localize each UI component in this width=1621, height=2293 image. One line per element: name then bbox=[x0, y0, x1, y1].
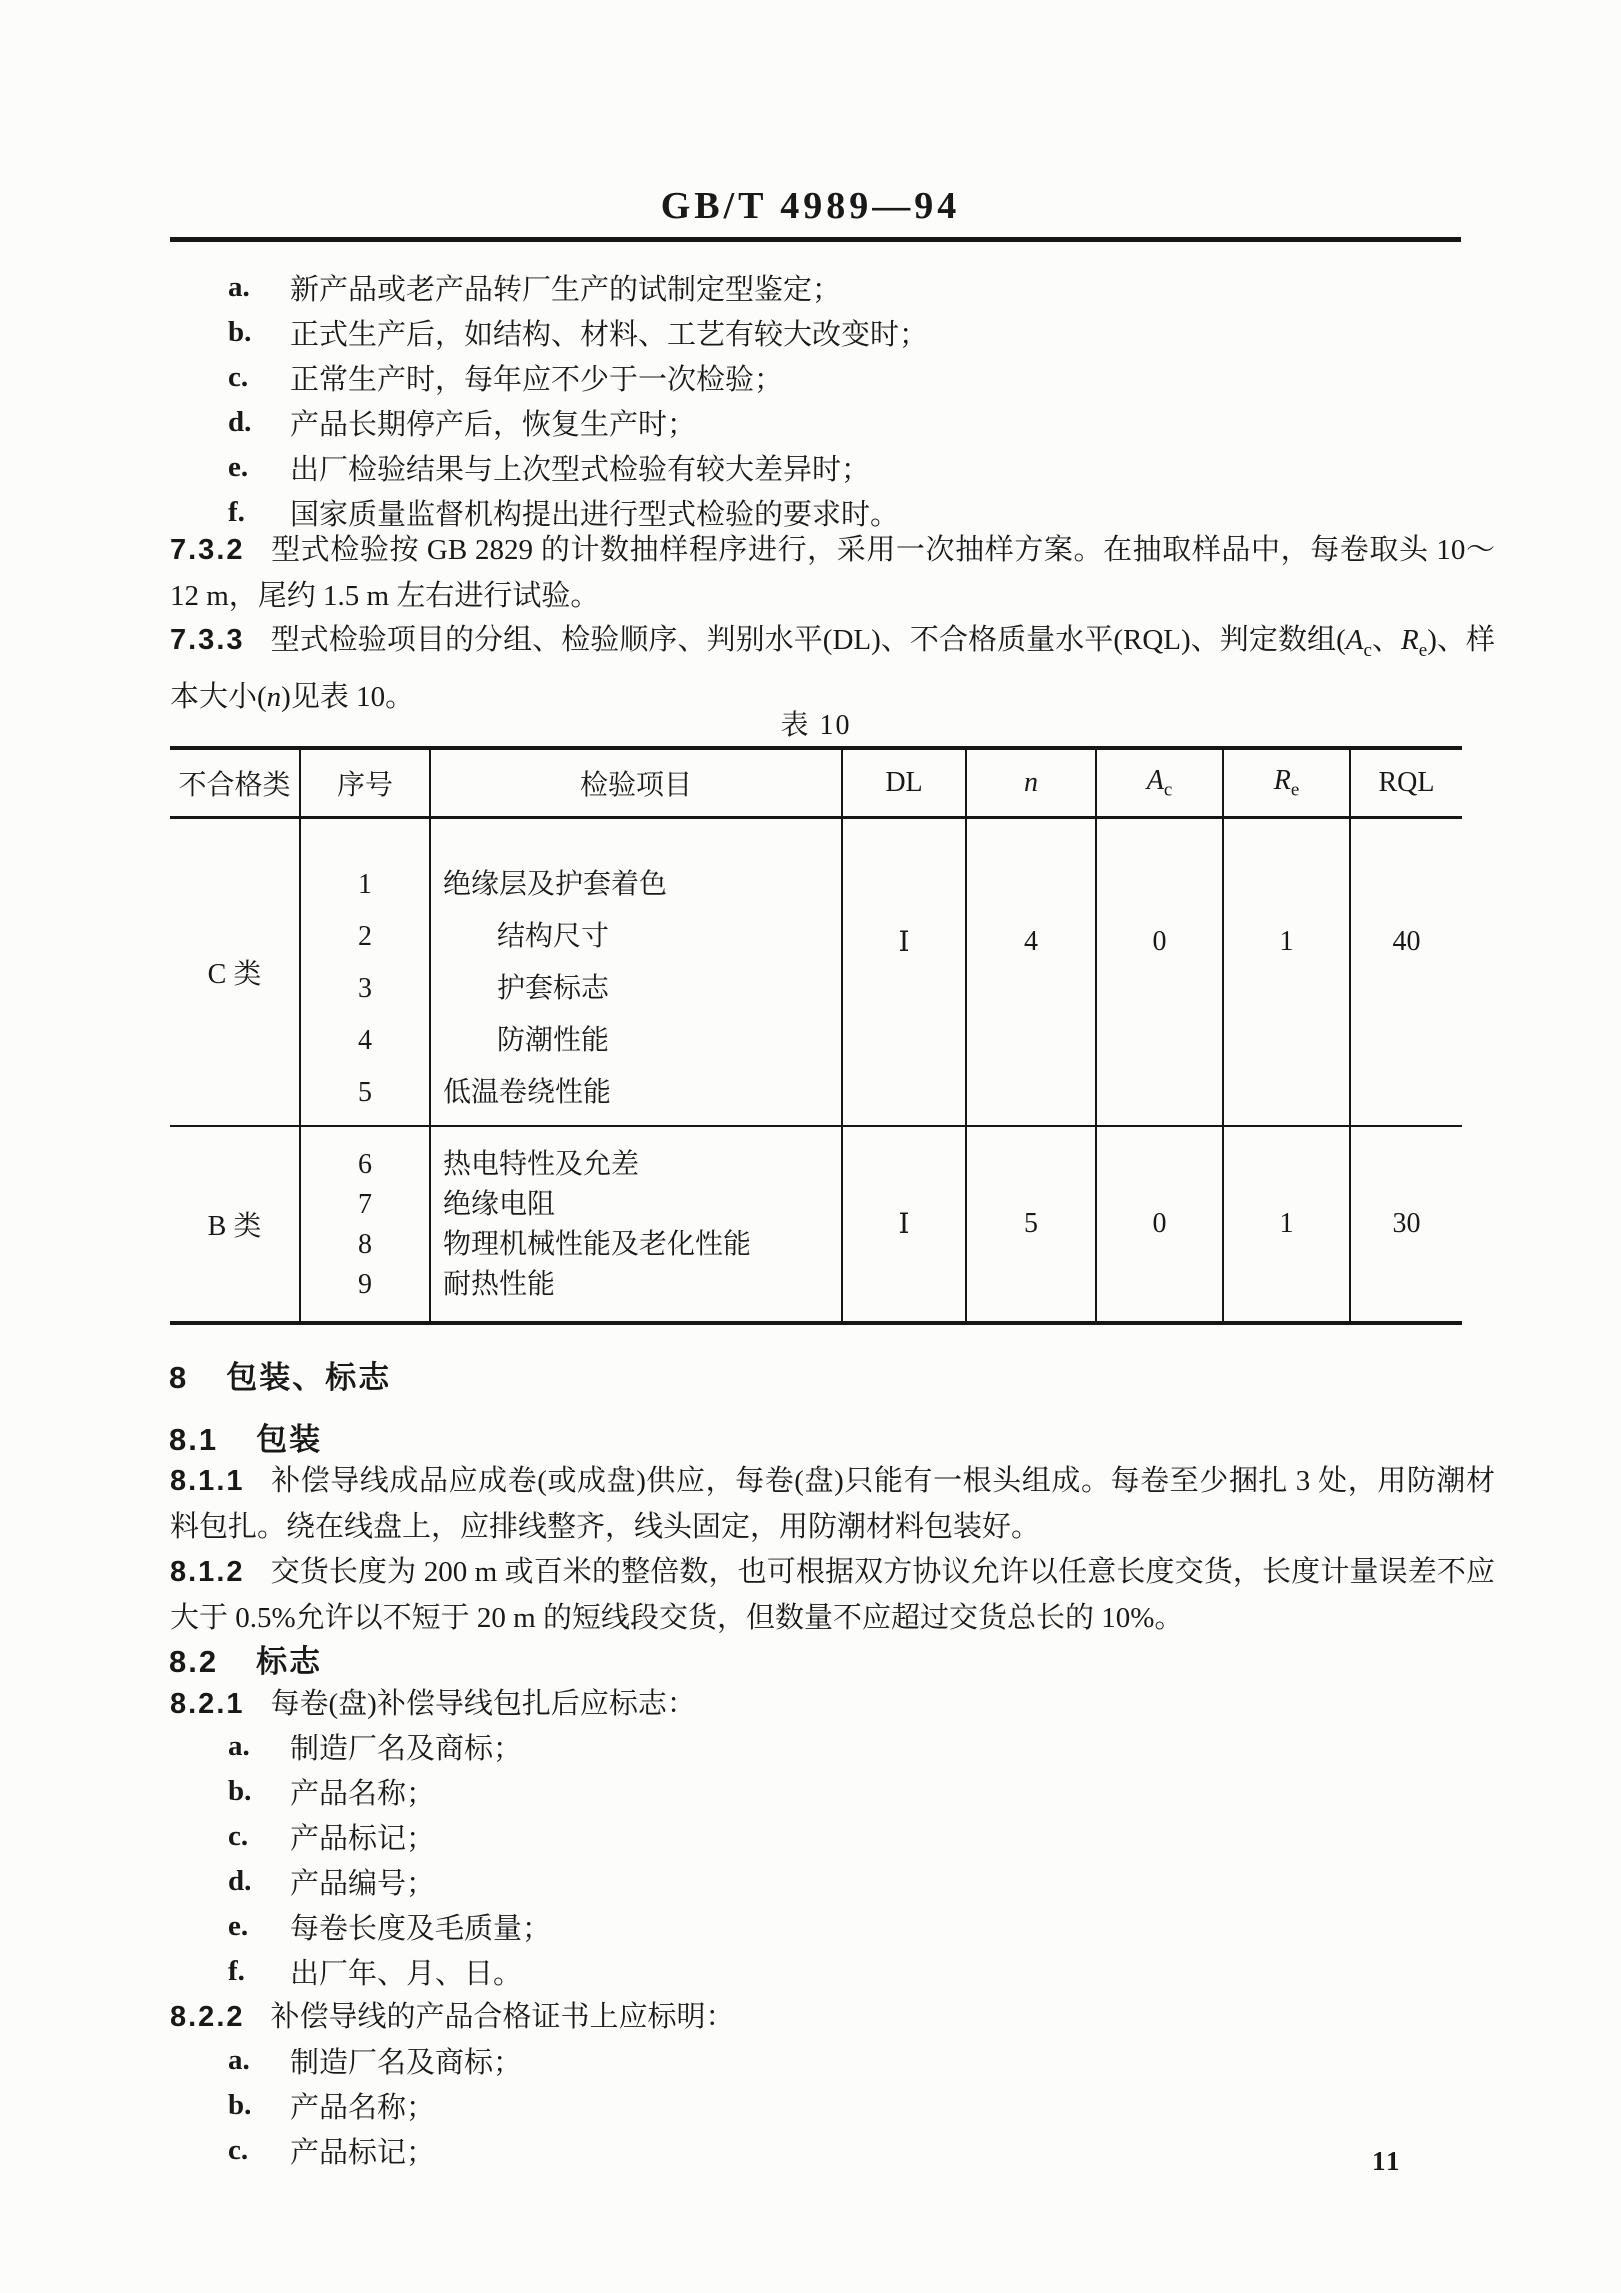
section-title: 包装、标志 bbox=[226, 1360, 392, 1395]
section-number: 8.2 bbox=[169, 1644, 219, 1679]
table-10 bbox=[170, 746, 1462, 1325]
col-header-defect-class: 不合格类 bbox=[170, 748, 300, 818]
item-letter: c. bbox=[228, 1820, 249, 1852]
clause-8-2-2 bbox=[170, 1994, 1495, 2040]
clause-text: 每卷(盘)补偿导线包扎后应标志： bbox=[270, 1688, 696, 1720]
item-letter: b. bbox=[228, 2089, 252, 2121]
list-item bbox=[228, 355, 928, 400]
item-letter: a. bbox=[228, 2044, 250, 2076]
clause-number: 8.1.2 bbox=[170, 1556, 245, 1588]
section-number: 8.1 bbox=[169, 1422, 219, 1457]
col-header-n: n bbox=[966, 748, 1096, 818]
col-header-item: 检验项目 bbox=[430, 748, 842, 818]
cell-rql: 40 bbox=[1350, 818, 1462, 1127]
item-letter: c. bbox=[228, 2134, 249, 2166]
item-text: 出厂年、月、日。 bbox=[290, 1958, 523, 1990]
clause-8-2-1 bbox=[170, 1681, 1495, 1727]
list-item bbox=[228, 1724, 551, 1769]
col-header-dl: DL bbox=[842, 748, 966, 818]
item-text: 产品标记； bbox=[290, 2137, 436, 2169]
list-item bbox=[228, 2128, 522, 2173]
cell-defect-class: B 类 bbox=[170, 1126, 300, 1323]
clause-number: 8.2.2 bbox=[170, 2001, 245, 2033]
item-letter: d. bbox=[228, 1865, 252, 1897]
item-letter: b. bbox=[228, 316, 252, 348]
item-text: 产品编号； bbox=[290, 1868, 436, 1900]
certificate-mark-list bbox=[228, 2038, 522, 2173]
symbol-Re-sub: e bbox=[1418, 639, 1428, 661]
list-item bbox=[228, 1814, 551, 1859]
item-text: 制造厂名及商标； bbox=[290, 2047, 523, 2079]
symbol-n: n bbox=[266, 680, 282, 713]
item-letter: b. bbox=[228, 1775, 252, 1807]
clause-number: 8.2.1 bbox=[170, 1688, 245, 1720]
cell-seq-numbers: 6 7 8 9 bbox=[300, 1126, 430, 1323]
clause-text: 补偿导线的产品合格证书上应标明： bbox=[270, 2001, 735, 2033]
item-text: 正式生产后，如结构、材料、工艺有较大改变时； bbox=[290, 319, 929, 351]
list-item bbox=[228, 400, 928, 445]
cell-rql: 30 bbox=[1350, 1126, 1462, 1323]
list-item bbox=[228, 265, 928, 310]
item-letter: a. bbox=[228, 271, 250, 303]
list-item bbox=[228, 1904, 551, 1949]
item-text: 产品长期停产后，恢复生产时； bbox=[290, 409, 697, 441]
section-8-heading bbox=[169, 1352, 391, 1397]
list-item bbox=[228, 1859, 551, 1904]
item-letter: a. bbox=[228, 1730, 250, 1762]
type-test-condition-list bbox=[228, 265, 928, 535]
item-letter: c. bbox=[228, 361, 249, 393]
item-text: 国家质量监督机构提出进行型式检验的要求时。 bbox=[290, 499, 900, 531]
item-text: 产品名称； bbox=[290, 1778, 436, 1810]
clause-8-1-2 bbox=[170, 1549, 1495, 1641]
col-header-re: $R_e$ bbox=[1223, 748, 1350, 818]
cell-seq-numbers: 1 2 3 4 5 bbox=[300, 818, 430, 1127]
list-item bbox=[228, 445, 928, 490]
clause-text: 补偿导线成品应成卷(或成盘)供应，每卷(盘)只能有一根头组成。每卷至少捆扎 3 处，用防潮材料包扎。绕在线盘上，应排线整齐，线头固定，用防潮材料包装好。 bbox=[170, 1465, 1495, 1543]
item-letter: e. bbox=[228, 451, 249, 483]
clause-8-1-1 bbox=[170, 1458, 1495, 1550]
cell-test-items: 绝缘层及护套着色 结构尺寸 护套标志 防潮性能 低温卷绕性能 bbox=[430, 818, 842, 1127]
page-number: 11 bbox=[1372, 2146, 1402, 2176]
header-rule bbox=[170, 237, 1461, 242]
item-letter: f. bbox=[228, 1955, 245, 1987]
item-text: 产品名称； bbox=[290, 2092, 436, 2124]
clause-number: 7.3.2 bbox=[170, 534, 245, 566]
col-header-ac: $A_c$ bbox=[1096, 748, 1223, 818]
clause-number: 8.1.1 bbox=[170, 1465, 245, 1497]
section-title: 包装 bbox=[256, 1422, 323, 1457]
item-text: 正常生产时，每年应不少于一次检验； bbox=[290, 364, 784, 396]
list-item bbox=[228, 310, 928, 355]
item-text: 出厂检验结果与上次型式检验有较大差异时； bbox=[290, 454, 871, 486]
cell-dl: Ⅰ bbox=[842, 1126, 966, 1323]
item-text: 产品标记； bbox=[290, 1823, 436, 1855]
package-mark-list bbox=[228, 1724, 551, 1994]
cell-n: 5 bbox=[966, 1126, 1096, 1323]
table-10-caption: 表 10 bbox=[780, 710, 852, 741]
list-item bbox=[228, 1949, 551, 1994]
cell-n: 4 bbox=[966, 818, 1096, 1127]
item-letter: f. bbox=[228, 496, 245, 528]
item-letter: d. bbox=[228, 406, 252, 438]
section-title: 标志 bbox=[256, 1644, 323, 1679]
symbol-Ac: A bbox=[1345, 624, 1364, 656]
item-letter: e. bbox=[228, 1910, 249, 1942]
clause-7-3-2 bbox=[170, 527, 1495, 619]
cell-re: 1 bbox=[1223, 818, 1350, 1127]
list-item bbox=[228, 1769, 551, 1814]
col-header-rql: RQL bbox=[1350, 748, 1462, 818]
cell-defect-class: C 类 bbox=[207, 959, 262, 990]
cell-ac: 0 bbox=[1096, 1126, 1223, 1323]
clause-text: 型式检验按 GB 2829 的计数抽样程序进行，采用一次抽样方案。在抽取样品中，每卷取头 10～12 m，尾约 1.5 m 左右进行试验。 bbox=[170, 534, 1495, 612]
section-8-2-heading bbox=[169, 1636, 322, 1681]
cell-re: 1 bbox=[1223, 1126, 1350, 1323]
clause-text: 、 bbox=[1371, 624, 1402, 656]
section-8-1-heading bbox=[169, 1414, 322, 1459]
item-text: 新产品或老产品转厂生产的试制定型鉴定； bbox=[290, 274, 842, 306]
clause-text: )、样本大小( bbox=[170, 624, 1495, 713]
symbol-Ac-sub: c bbox=[1363, 639, 1372, 661]
table-row-class-c bbox=[170, 818, 1462, 1127]
clause-text: )见表 10。 bbox=[281, 680, 415, 713]
symbol-Re: R bbox=[1401, 624, 1419, 656]
standard-number-header: GB/T 4989—94 bbox=[660, 185, 961, 227]
item-text: 制造厂名及商标； bbox=[290, 1733, 523, 1765]
list-item bbox=[228, 2038, 522, 2083]
clause-text: 型式检验项目的分组、检验顺序、判别水平(DL)、不合格质量水平(RQL)、判定数组( bbox=[270, 624, 1346, 656]
cell-dl: Ⅰ bbox=[842, 818, 966, 1127]
clause-number: 7.3.3 bbox=[170, 624, 245, 656]
col-header-seq: 序号 bbox=[300, 748, 430, 818]
clause-text: 交货长度为 200 m 或百米的整倍数，也可根据双方协议允许以任意长度交货，长度计量误差不应大于 0.5%允许以不短于 20 m 的短线段交货，但数量不应超过交货总长的 10%。 bbox=[170, 1556, 1495, 1634]
section-number: 8 bbox=[169, 1360, 189, 1395]
item-text: 每卷长度及毛质量； bbox=[290, 1913, 552, 1945]
cell-ac: 0 bbox=[1096, 818, 1223, 1127]
cell-test-items: 热电特性及允差 绝缘电阻 物理机械性能及老化性能 耐热性能 bbox=[430, 1126, 842, 1323]
table-row-class-b bbox=[170, 1126, 1462, 1323]
table-header-row bbox=[170, 748, 1462, 818]
list-item bbox=[228, 2083, 522, 2128]
